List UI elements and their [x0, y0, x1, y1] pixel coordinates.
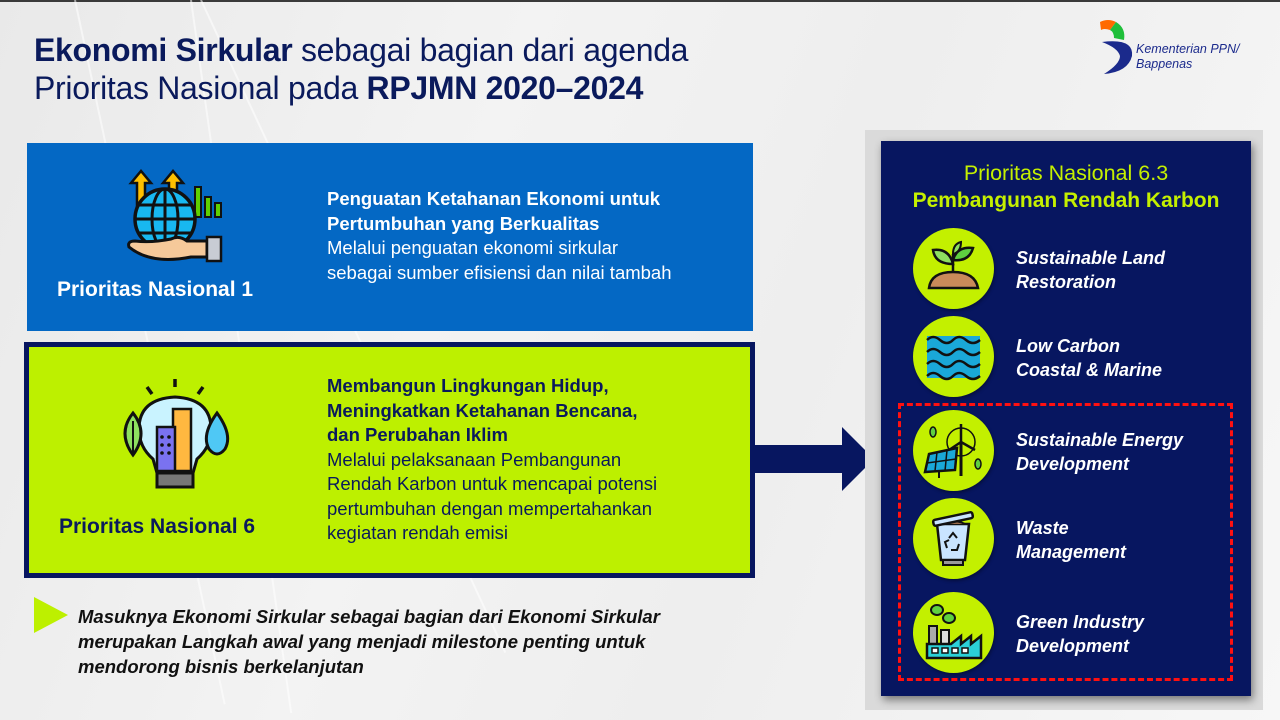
priority-heading: Penguatan Ketahanan Ekonomi untuk: [327, 188, 661, 209]
logo-text: [1136, 42, 1240, 72]
bullet-triangle-icon: [34, 597, 68, 633]
title-text: Prioritas Nasional pada: [34, 70, 367, 106]
green-factory-icon: [923, 602, 984, 663]
title-emphasis: Ekonomi Sirkular: [34, 32, 293, 68]
icon-circle: [913, 410, 994, 491]
icon-circle: [913, 592, 994, 673]
globe-hand-growth-icon: [121, 165, 225, 265]
program-label-line: Waste: [1016, 518, 1069, 538]
eco-city-bulb-icon: [117, 377, 233, 491]
solar-wind-icon: [923, 420, 984, 481]
logo-line1: Kementerian PPN/: [1136, 42, 1240, 56]
priority-label: Prioritas Nasional 1: [57, 278, 254, 301]
program-label-line: Coastal & Marine: [1016, 360, 1163, 380]
priority-body: kegiatan rendah emisi: [327, 522, 508, 543]
title-emphasis: RPJMN 2020–2024: [366, 70, 644, 106]
arrow-right-icon: [752, 427, 874, 491]
program-label: [1016, 334, 1162, 382]
program-label-line: Development: [1016, 636, 1130, 656]
priority-card-1: [27, 143, 753, 331]
note-line: Masuknya Ekonomi Sirkular sebagai bagian dari Ekonomi Sirkular: [78, 606, 660, 627]
priority-body: Rendah Karbon untuk mencapai potensi: [327, 473, 658, 494]
priority-body: pertumbuhan dengan mempertahankan: [327, 497, 653, 519]
priority-description: [327, 374, 657, 546]
title-text: sebagai bagian dari agenda: [292, 32, 689, 68]
priority-heading: Meningkatkan Ketahanan Bencana,: [327, 399, 638, 421]
priority-body: Melalui penguatan ekonomi sirkular: [327, 237, 619, 258]
program-label-line: Restoration: [1016, 272, 1117, 292]
program-label: [1016, 516, 1126, 564]
note-line: merupakan Langkah awal yang menjadi milestone penting untuk: [78, 631, 646, 652]
priority-6-3-panel: [881, 141, 1251, 696]
program-item-sustainable-energy: [913, 410, 1243, 494]
program-label-line: Management: [1016, 542, 1127, 562]
program-label-line: Development: [1016, 454, 1130, 474]
bappenas-logo-icon: [1098, 16, 1138, 76]
logo-line2: Bappenas: [1136, 57, 1193, 71]
program-item-green-industry: [913, 592, 1243, 676]
summary-note: [78, 604, 778, 679]
program-label: [1016, 610, 1144, 658]
program-label-line: Sustainable Land: [1016, 248, 1166, 268]
icon-circle: [913, 498, 994, 579]
priority-body: Melalui pelaksanaan Pembangunan: [327, 448, 622, 470]
page-title: [34, 31, 854, 107]
sprout-icon: [923, 238, 984, 299]
program-label: [1016, 428, 1183, 476]
program-item-land-restoration: [913, 228, 1243, 312]
priority-body: sebagai sumber efisiensi dan nilai tambah: [327, 261, 672, 283]
icon-circle: [913, 316, 994, 397]
program-label-line: Sustainable Energy: [1016, 430, 1184, 450]
priority-heading: Membangun Lingkungan Hidup,: [327, 375, 609, 396]
program-label-line: Green Industry: [1016, 612, 1145, 632]
program-label: [1016, 246, 1165, 294]
icon-circle: [913, 228, 994, 309]
priority-heading: Pertumbuhan yang Berkualitas: [327, 212, 600, 234]
panel-subtitle: Pembangunan Rendah Karbon: [912, 189, 1220, 212]
priority-card-6: [24, 342, 755, 578]
program-item-waste-management: [913, 498, 1243, 582]
program-item-coastal-marine: [913, 316, 1243, 400]
priority-description: [327, 187, 672, 285]
priority-label: Prioritas Nasional 6: [59, 515, 256, 538]
recycle-bin-icon: [923, 508, 984, 569]
panel-title: Prioritas Nasional 6.3: [963, 161, 1169, 185]
note-line: mendorong bisnis berkelanjutan: [78, 656, 364, 677]
waves-icon: [923, 326, 984, 387]
program-label-line: Low Carbon: [1016, 336, 1120, 356]
priority-heading: dan Perubahan Iklim: [327, 424, 508, 445]
bappenas-logo: [1098, 16, 1268, 80]
